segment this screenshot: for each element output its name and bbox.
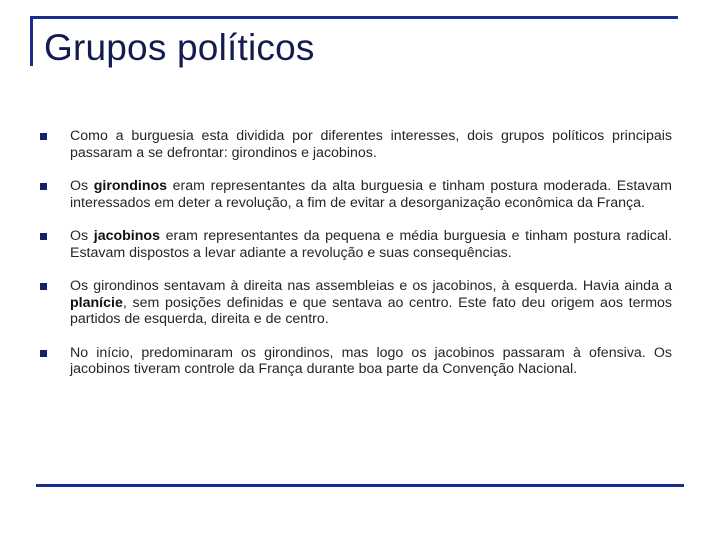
bullet-item [40,228,672,261]
bullet-text-segment: No início, predominaram os girondinos, mas logo os jacobinos passaram à ofensiva. Os jacobinos tiveram controle da França durante boa parte da Convenção Nacional. [70,344,672,377]
bullet-text [70,278,672,327]
title-frame-top-line [30,16,678,19]
bullet-text-segment: eram representantes da pequena e média burguesia e tinham postura radical. Estavam dispostos a levar adiante a revolução e suas consequências. [70,228,673,261]
square-bullet-icon [40,283,47,290]
bullet-text-segment: eram representantes da alta burguesia e tinham postura moderada. Estavam interessados em deter a revolução, a fim de evitar a desorganização econômica da França. [70,178,672,211]
square-bullet-icon [40,183,47,190]
bullet-item [40,128,672,161]
bullet-text-segment: Os [70,178,94,194]
bullet-list [40,128,672,395]
square-bullet-icon [40,350,47,357]
bullet-text [70,228,672,261]
bullet-text [70,178,672,211]
square-bullet-icon [40,233,47,240]
bottom-divider-line [36,484,684,487]
bullet-text-emphasis: jacobinos [93,228,160,244]
bullet-text-emphasis: planície [70,294,123,311]
bullet-item [40,278,672,328]
bullet-item [40,178,672,211]
bullet-text [70,345,672,378]
slide-title: Grupos políticos [44,27,315,68]
bullet-text-segment: Como a burguesia esta dividida por diferentes interesses, dois grupos políticos principais passaram a se defrontar: girondinos e jacobinos. [70,128,672,161]
bullet-text-segment: Os girondinos sentavam à direita nas assembleias e os jacobinos, à esquerda. Havia ainda a [70,278,672,294]
bullet-text-segment: , sem posições definidas e que sentava ao centro. Este fato deu origem aos termos partidos de esquerda, direita e de centro. [70,294,672,327]
bullet-text-emphasis: girondinos [93,178,168,194]
bullet-item [40,345,672,378]
square-bullet-icon [40,133,47,140]
bullet-text [70,128,672,161]
bullet-text-segment: Os [70,228,94,244]
title-frame-left-line [30,16,33,66]
